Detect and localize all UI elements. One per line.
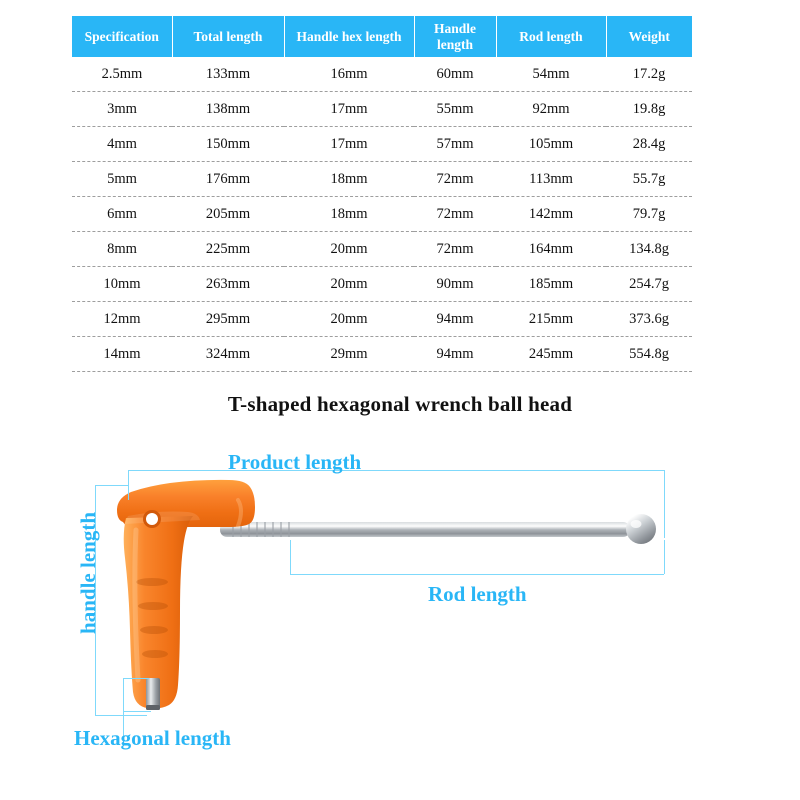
cell-handle-length: 94mm [414, 337, 496, 372]
cell-handle-length: 90mm [414, 267, 496, 302]
column-header-total-length: Total length [172, 16, 284, 57]
table-body [72, 57, 692, 372]
cell-handle-hex-length: 18mm [284, 162, 414, 197]
table-row [72, 162, 692, 197]
cell-handle-length: 60mm [414, 57, 496, 92]
cell-total-length: 295mm [172, 302, 284, 337]
column-header-rod-length: Rod length [496, 16, 606, 57]
cell-weight: 28.4g [606, 127, 692, 162]
cell-specification: 2.5mm [72, 57, 172, 92]
table-row [72, 302, 692, 337]
cell-total-length: 225mm [172, 232, 284, 267]
label-handle-length: handle length [76, 512, 100, 634]
cell-specification: 6mm [72, 197, 172, 232]
hexagonal-length-tick-top [123, 678, 149, 679]
table-row [72, 337, 692, 372]
table-row [72, 197, 692, 232]
cell-total-length: 133mm [172, 57, 284, 92]
cell-weight: 17.2g [606, 57, 692, 92]
column-header-weight: Weight [606, 16, 692, 57]
cell-total-length: 263mm [172, 267, 284, 302]
rod-length-tick-right [664, 540, 665, 574]
rod-length-line [290, 574, 664, 575]
cell-handle-length: 94mm [414, 302, 496, 337]
cell-total-length: 150mm [172, 127, 284, 162]
product-length-tick-right [664, 470, 665, 538]
cell-specification: 10mm [72, 267, 172, 302]
cell-total-length: 324mm [172, 337, 284, 372]
cell-rod-length: 54mm [496, 57, 606, 92]
handle-length-tick-top [95, 485, 129, 486]
cell-weight: 134.8g [606, 232, 692, 267]
cell-rod-length: 245mm [496, 337, 606, 372]
cell-total-length: 176mm [172, 162, 284, 197]
specification-table-container [72, 16, 692, 372]
column-header-specification: Specification [72, 16, 172, 57]
cell-specification: 14mm [72, 337, 172, 372]
cell-handle-hex-length: 17mm [284, 92, 414, 127]
product-length-line [128, 470, 664, 471]
label-hexagonal-length: Hexagonal length [74, 726, 231, 750]
wrench-diagram [0, 430, 800, 790]
cell-specification: 5mm [72, 162, 172, 197]
table-header [72, 16, 692, 57]
cell-handle-hex-length: 29mm [284, 337, 414, 372]
cell-handle-hex-length: 16mm [284, 57, 414, 92]
cell-specification: 12mm [72, 302, 172, 337]
cell-handle-hex-length: 20mm [284, 302, 414, 337]
cell-rod-length: 215mm [496, 302, 606, 337]
table-row [72, 92, 692, 127]
cell-handle-hex-length: 20mm [284, 232, 414, 267]
table-row [72, 127, 692, 162]
table-row [72, 57, 692, 92]
table-row [72, 267, 692, 302]
cell-weight: 254.7g [606, 267, 692, 302]
rod-length-tick-left [290, 540, 291, 574]
label-rod-length: Rod length [428, 582, 527, 606]
diagram-title: T-shaped hexagonal wrench ball head [227, 392, 573, 416]
cell-weight: 79.7g [606, 197, 692, 232]
cell-handle-length: 55mm [414, 92, 496, 127]
cell-specification: 3mm [72, 92, 172, 127]
label-product-length: Product length [228, 450, 362, 474]
cell-rod-length: 185mm [496, 267, 606, 302]
cell-rod-length: 105mm [496, 127, 606, 162]
cell-weight: 373.6g [606, 302, 692, 337]
cell-total-length: 138mm [172, 92, 284, 127]
table-header-row [72, 16, 692, 57]
handle-length-tick-bottom [95, 715, 147, 716]
hexagonal-length-tick-bottom [123, 711, 151, 712]
column-header-handle-hex-length: Handle hex length [284, 16, 414, 57]
column-header-handle-length: Handle length [414, 16, 496, 57]
cell-handle-length: 72mm [414, 197, 496, 232]
cell-handle-hex-length: 20mm [284, 267, 414, 302]
table-row [72, 232, 692, 267]
cell-weight: 55.7g [606, 162, 692, 197]
cell-rod-length: 142mm [496, 197, 606, 232]
cell-handle-hex-length: 17mm [284, 127, 414, 162]
cell-weight: 554.8g [606, 337, 692, 372]
cell-specification: 4mm [72, 127, 172, 162]
cell-handle-hex-length: 18mm [284, 197, 414, 232]
cell-rod-length: 92mm [496, 92, 606, 127]
cell-rod-length: 113mm [496, 162, 606, 197]
cell-handle-length: 72mm [414, 232, 496, 267]
cell-handle-length: 72mm [414, 162, 496, 197]
specification-table [72, 16, 692, 372]
cell-specification: 8mm [72, 232, 172, 267]
cell-rod-length: 164mm [496, 232, 606, 267]
cell-handle-length: 57mm [414, 127, 496, 162]
cell-total-length: 205mm [172, 197, 284, 232]
cell-weight: 19.8g [606, 92, 692, 127]
